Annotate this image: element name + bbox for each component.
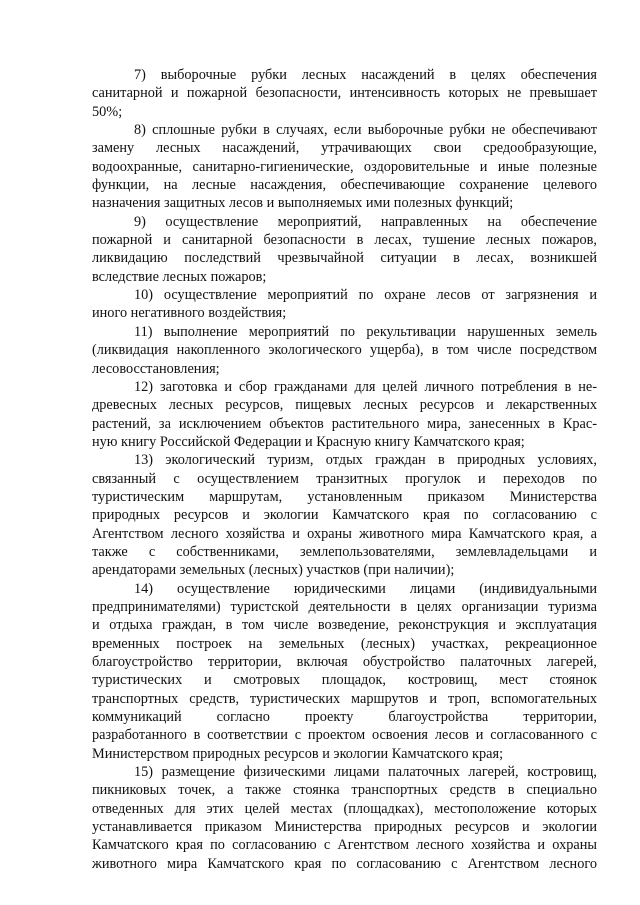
text-line: транспортных средств, туристических маршрутов и троп, вспомогательных: [92, 690, 597, 707]
text-line: отведенных для этих целей местах (площадках), местоположение которых: [92, 800, 597, 817]
text-line: Министерством природных ресурсов и экологии Камчатского края;: [92, 745, 504, 762]
list-item-7: [92, 66, 597, 121]
text-line: временных построек на земельных (лесных) участках, рекреационное: [92, 635, 597, 652]
text-line: коммуникаций согласно проекту благоустройства территории,: [92, 709, 597, 726]
text-line: функции, на лесные насаждения, обеспечивающие сохранение целевого: [92, 177, 597, 194]
text-line: пожарной и санитарной безопасности в лесах, тушение лесных пожаров,: [92, 232, 597, 249]
text-line: 12) заготовка и сбор гражданами для целей личного потребления в не-: [134, 378, 597, 395]
text-line: разработанного в соответствии с проектом освоения лесов и согласованного с: [92, 727, 597, 744]
list-item-8: [92, 121, 597, 213]
text-line: 8) сплошные рубки в случаях, если выборочные рубки не обеспечивают: [134, 122, 597, 139]
list-item-15: [92, 763, 597, 873]
text-line: устанавливается приказом Министерства природных ресурсов и экологии: [92, 819, 597, 836]
text-line: предпринимателями) туристской деятельности в целях организации туризма: [92, 598, 597, 615]
text-line: пикниковых точек, а также стоянка транспортных средств в специально: [92, 782, 597, 799]
list-item-13: [92, 451, 597, 579]
text-line: ликвидацию последствий чрезвычайной ситуации в лесах, возникшей: [92, 250, 597, 267]
text-line: и отдыха граждан, в том числе возведение, реконструкция и эксплуатация: [92, 617, 597, 634]
text-line: лесовосстановления;: [92, 360, 220, 377]
text-line: иного негативного воздействия;: [92, 305, 287, 322]
text-line: природных ресурсов и экологии Камчатского края по согласованию с: [92, 507, 597, 524]
text-line: также с собственниками, землепользователями, землевладельцами и: [92, 543, 597, 560]
text-line: 11) выполнение мероприятий по рекультивации нарушенных земель: [134, 323, 597, 340]
text-line: 13) экологический туризм, отдых граждан в природных условиях,: [134, 452, 597, 469]
text-line: 50%;: [92, 103, 123, 120]
text-line: связанный с осуществлением транзитных прогулок и переходов по: [92, 470, 597, 487]
text-line: благоустройство территории, включая обустройство палаточных лагерей,: [92, 654, 597, 670]
text-line: Камчатского края по согласованию с Агентством лесного хозяйства и охраны: [92, 837, 597, 854]
text-line: 9) осуществление мероприятий, направленных на обеспечение: [134, 213, 597, 230]
list-item-9: [92, 213, 597, 286]
text-line: 14) осуществление юридическими лицами (индивидуальными: [134, 580, 597, 597]
text-line: 10) осуществление мероприятий по охране лесов от загрязнения и: [134, 287, 597, 304]
text-line: древесных лесных ресурсов, пищевых лесных ресурсов и лекарственных: [92, 397, 597, 414]
list-item-12: [92, 378, 597, 451]
text-line: (ликвидация накопленного экологического ущерба), в том числе посредством: [92, 342, 597, 359]
text-line: Агентством лесного хозяйства и охраны животного мира Камчатского края, а: [92, 525, 597, 542]
text-line: 7) выборочные рубки лесных насаждений в целях обеспечения: [134, 67, 597, 83]
text-line: животного мира Камчатского края по согласованию с Агентством лесного: [92, 855, 597, 872]
list-item-14: [92, 580, 597, 763]
document-page: [92, 66, 597, 873]
text-line: замену лесных насаждений, утрачивающих свои средообразующие,: [92, 140, 597, 157]
text-line: назначения защитных лесов и выполняемых ими полезных функций;: [92, 195, 514, 212]
text-line: санитарной и пожарной безопасности, интенсивность которых не превышает: [92, 85, 597, 102]
text-line: туристических и смотровых площадок, кострoвищ, мест стоянок: [92, 672, 597, 689]
text-line: вследствие лесных пожаров;: [92, 268, 267, 285]
text-line: водоохранные, санитарно-гигиенические, оздоровительные и иные полезные: [92, 158, 597, 175]
text-line: растений, за исключением объектов растительного мира, занесенных в Крас-: [92, 415, 597, 432]
text-line: ную книгу Российской Федерации и Красную книгу Камчатского края;: [92, 433, 525, 450]
text-line: туристическим маршрутам, установленным приказом Министерства: [92, 488, 597, 505]
list-item-11: [92, 323, 597, 378]
text-line: арендаторами земельных (лесных) участков (при наличии);: [92, 562, 455, 579]
list-item-10: [92, 286, 597, 323]
text-line: 15) размещение физическими лицами палаточных лагерей, кострoвищ,: [134, 764, 597, 781]
